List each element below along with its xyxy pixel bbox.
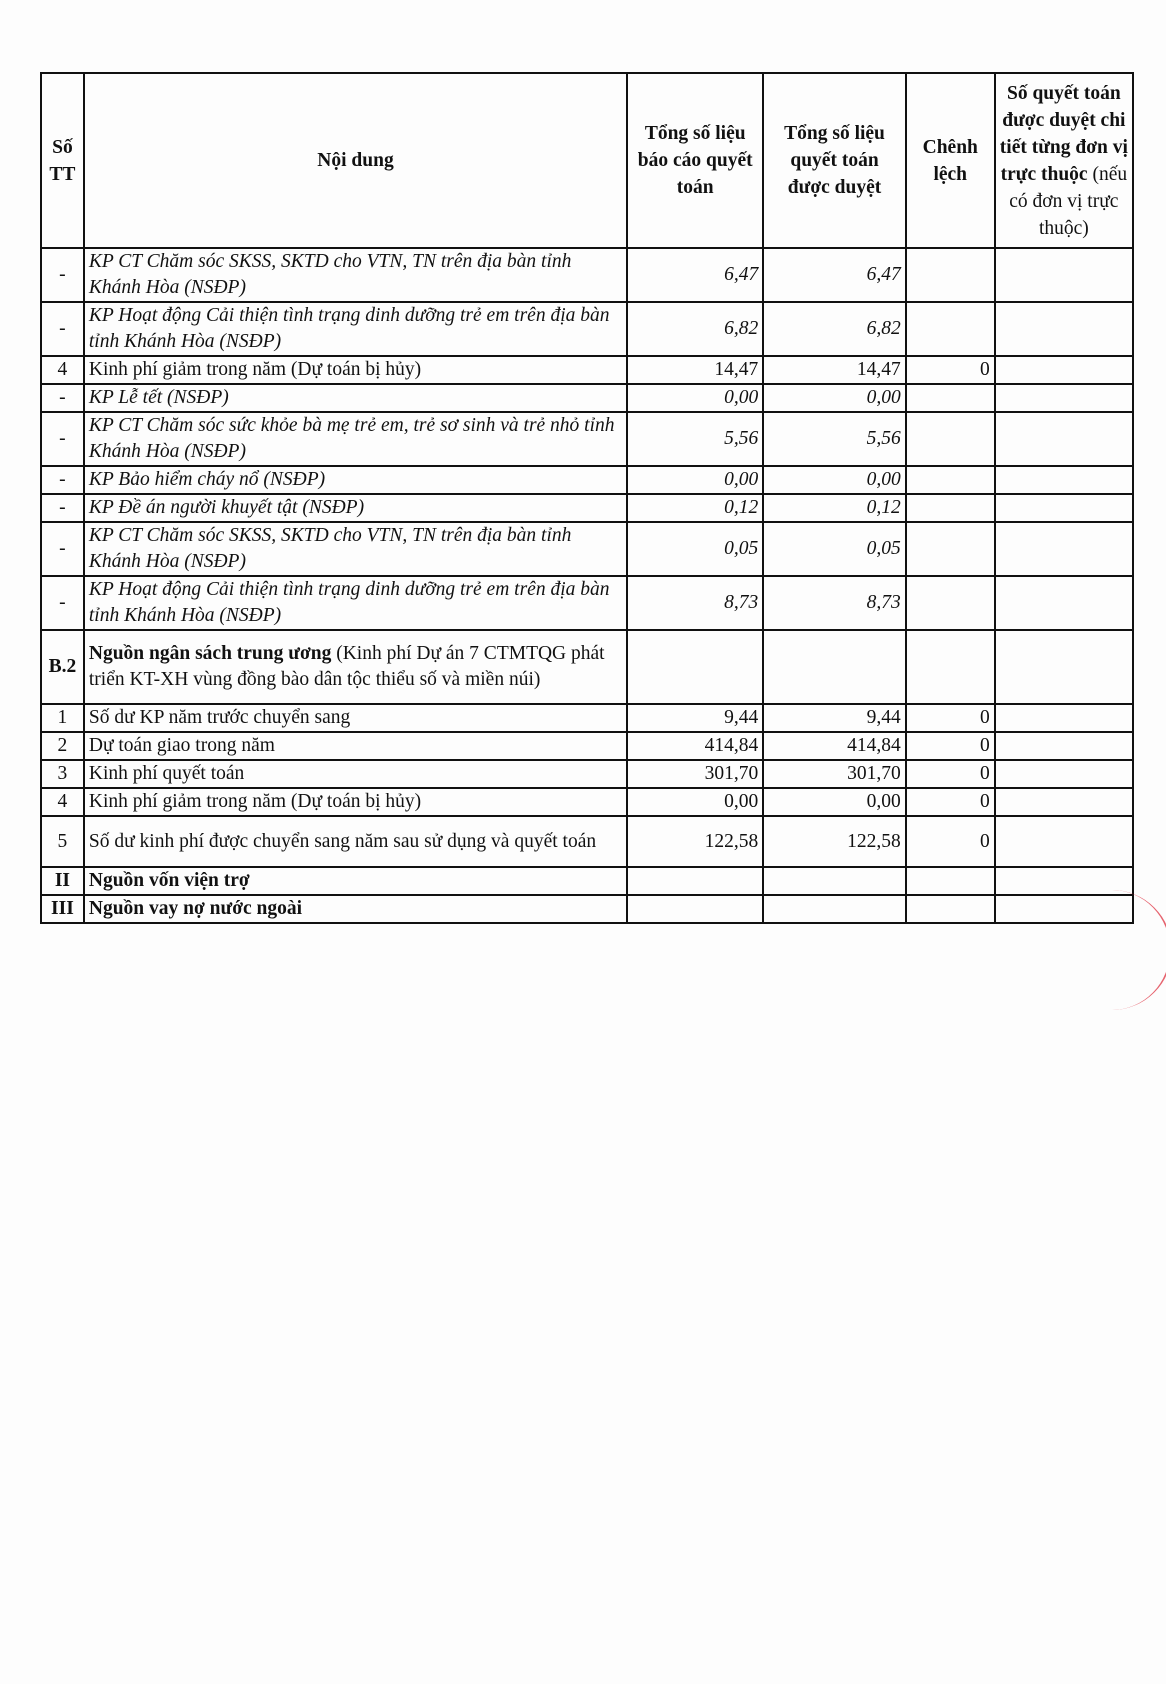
row-detail bbox=[995, 576, 1133, 630]
row-content: Kinh phí giảm trong năm (Dự toán bị hủy) bbox=[84, 356, 627, 384]
row-content: Kinh phí giảm trong năm (Dự toán bị hủy) bbox=[84, 788, 627, 816]
row-diff bbox=[906, 522, 995, 576]
row-detail bbox=[995, 630, 1133, 704]
table-row bbox=[41, 867, 1133, 895]
row-stt: III bbox=[41, 895, 84, 923]
table-row bbox=[41, 248, 1133, 302]
row-diff: 0 bbox=[906, 704, 995, 732]
row-diff: 0 bbox=[906, 816, 995, 867]
row-stt: - bbox=[41, 248, 84, 302]
row-stt: - bbox=[41, 412, 84, 466]
row-content: Số dư kinh phí được chuyển sang năm sau sử dụng và quyết toán bbox=[84, 816, 627, 867]
table-row bbox=[41, 302, 1133, 356]
row-stt: - bbox=[41, 302, 84, 356]
table-row bbox=[41, 522, 1133, 576]
table-row bbox=[41, 494, 1133, 522]
red-stamp-fragment bbox=[1100, 890, 1166, 1010]
row-detail bbox=[995, 816, 1133, 867]
row-reported: 414,84 bbox=[627, 732, 763, 760]
row-approved: 122,58 bbox=[763, 816, 906, 867]
row-diff bbox=[906, 248, 995, 302]
table-row bbox=[41, 704, 1133, 732]
row-stt: II bbox=[41, 867, 84, 895]
row-diff: 0 bbox=[906, 788, 995, 816]
row-approved: 414,84 bbox=[763, 732, 906, 760]
row-approved: 0,00 bbox=[763, 466, 906, 494]
row-content: KP Hoạt động Cải thiện tình trạng dinh dưỡng trẻ em trên địa bàn tỉnh Khánh Hòa (NSĐP) bbox=[84, 302, 627, 356]
row-stt: - bbox=[41, 522, 84, 576]
row-diff: 0 bbox=[906, 356, 995, 384]
row-reported bbox=[627, 630, 763, 704]
row-reported: 301,70 bbox=[627, 760, 763, 788]
row-detail bbox=[995, 248, 1133, 302]
row-stt: 4 bbox=[41, 356, 84, 384]
row-approved bbox=[763, 867, 906, 895]
row-content bbox=[84, 630, 627, 704]
row-approved: 0,05 bbox=[763, 522, 906, 576]
row-detail bbox=[995, 412, 1133, 466]
row-detail bbox=[995, 732, 1133, 760]
row-detail bbox=[995, 466, 1133, 494]
row-reported: 14,47 bbox=[627, 356, 763, 384]
row-stt: 4 bbox=[41, 788, 84, 816]
row-content: KP CT Chăm sóc sức khỏe bà mẹ trẻ em, trẻ sơ sinh và trẻ nhỏ tỉnh Khánh Hòa (NSĐP) bbox=[84, 412, 627, 466]
row-stt: B.2 bbox=[41, 630, 84, 704]
row-content-note: (Kinh phí Dự án 7 CTMTQG phát triển KT-XH vùng đồng bào dân tộc thiểu số và miền núi) bbox=[88, 643, 605, 690]
table-row bbox=[41, 576, 1133, 630]
row-diff: 0 bbox=[906, 760, 995, 788]
row-detail bbox=[995, 788, 1133, 816]
row-diff bbox=[906, 576, 995, 630]
row-diff bbox=[906, 412, 995, 466]
row-diff: 0 bbox=[906, 732, 995, 760]
row-diff bbox=[906, 466, 995, 494]
header-detail bbox=[995, 73, 1133, 248]
header-content: Nội dung bbox=[84, 73, 627, 248]
header-stt: Số TT bbox=[41, 73, 84, 248]
row-approved: 6,82 bbox=[763, 302, 906, 356]
row-approved: 301,70 bbox=[763, 760, 906, 788]
row-content: Kinh phí quyết toán bbox=[84, 760, 627, 788]
row-detail bbox=[995, 494, 1133, 522]
header-reported: Tổng số liệu báo cáo quyết toán bbox=[627, 73, 763, 248]
row-reported: 5,56 bbox=[627, 412, 763, 466]
row-content: Nguồn vay nợ nước ngoài bbox=[84, 895, 627, 923]
row-content: KP CT Chăm sóc SKSS, SKTD cho VTN, TN trên địa bàn tỉnh Khánh Hòa (NSĐP) bbox=[84, 248, 627, 302]
row-reported: 122,58 bbox=[627, 816, 763, 867]
table-row bbox=[41, 732, 1133, 760]
row-content: KP Lễ tết (NSĐP) bbox=[84, 384, 627, 412]
row-detail bbox=[995, 384, 1133, 412]
settlement-table bbox=[40, 72, 1134, 924]
row-approved: 0,12 bbox=[763, 494, 906, 522]
row-reported: 0,12 bbox=[627, 494, 763, 522]
row-approved bbox=[763, 895, 906, 923]
header-detail-bold: Số quyết toán được duyệt chi tiết từng đơn vị trực thuộc bbox=[999, 82, 1128, 185]
row-reported: 0,00 bbox=[627, 466, 763, 494]
row-approved: 14,47 bbox=[763, 356, 906, 384]
row-stt: 2 bbox=[41, 732, 84, 760]
row-reported bbox=[627, 895, 763, 923]
table-row bbox=[41, 356, 1133, 384]
row-approved: 8,73 bbox=[763, 576, 906, 630]
row-approved: 9,44 bbox=[763, 704, 906, 732]
table-row bbox=[41, 760, 1133, 788]
row-detail bbox=[995, 704, 1133, 732]
row-content: KP CT Chăm sóc SKSS, SKTD cho VTN, TN trên địa bàn tỉnh Khánh Hòa (NSĐP) bbox=[84, 522, 627, 576]
row-reported: 0,05 bbox=[627, 522, 763, 576]
table-row bbox=[41, 895, 1133, 923]
row-content: Nguồn vốn viện trợ bbox=[84, 867, 627, 895]
header-detail-note: (nếu có đơn vị trực thuộc) bbox=[1009, 163, 1128, 239]
row-diff bbox=[906, 867, 995, 895]
row-approved: 5,56 bbox=[763, 412, 906, 466]
row-diff bbox=[906, 630, 995, 704]
row-diff bbox=[906, 895, 995, 923]
row-content: KP Đề án người khuyết tật (NSĐP) bbox=[84, 494, 627, 522]
row-diff bbox=[906, 302, 995, 356]
table-row bbox=[41, 384, 1133, 412]
row-stt: - bbox=[41, 466, 84, 494]
header-diff: Chênh lệch bbox=[906, 73, 995, 248]
row-content: Số dư KP năm trước chuyển sang bbox=[84, 704, 627, 732]
header-approved: Tổng số liệu quyết toán được duyệt bbox=[763, 73, 906, 248]
row-approved: 0,00 bbox=[763, 384, 906, 412]
table-row bbox=[41, 630, 1133, 704]
row-reported bbox=[627, 867, 763, 895]
row-stt: - bbox=[41, 384, 84, 412]
row-reported: 9,44 bbox=[627, 704, 763, 732]
row-stt: - bbox=[41, 576, 84, 630]
table-row bbox=[41, 816, 1133, 867]
row-stt: 5 bbox=[41, 816, 84, 867]
table-header-row bbox=[41, 73, 1133, 248]
row-reported: 6,82 bbox=[627, 302, 763, 356]
table-row bbox=[41, 466, 1133, 494]
row-approved bbox=[763, 630, 906, 704]
table-row bbox=[41, 412, 1133, 466]
row-detail bbox=[995, 356, 1133, 384]
table-row bbox=[41, 788, 1133, 816]
row-detail bbox=[995, 302, 1133, 356]
row-detail bbox=[995, 760, 1133, 788]
row-detail bbox=[995, 522, 1133, 576]
row-approved: 0,00 bbox=[763, 788, 906, 816]
row-diff bbox=[906, 494, 995, 522]
row-stt: 3 bbox=[41, 760, 84, 788]
row-reported: 8,73 bbox=[627, 576, 763, 630]
row-approved: 6,47 bbox=[763, 248, 906, 302]
row-stt: 1 bbox=[41, 704, 84, 732]
row-content: KP Hoạt động Cải thiện tình trạng dinh dưỡng trẻ em trên địa bàn tỉnh Khánh Hòa (NSĐP) bbox=[84, 576, 627, 630]
row-reported: 0,00 bbox=[627, 384, 763, 412]
row-stt: - bbox=[41, 494, 84, 522]
row-content-bold: Nguồn ngân sách trung ương bbox=[88, 643, 332, 664]
row-diff bbox=[906, 384, 995, 412]
row-content: KP Bảo hiểm cháy nổ (NSĐP) bbox=[84, 466, 627, 494]
row-reported: 6,47 bbox=[627, 248, 763, 302]
row-content: Dự toán giao trong năm bbox=[84, 732, 627, 760]
row-reported: 0,00 bbox=[627, 788, 763, 816]
